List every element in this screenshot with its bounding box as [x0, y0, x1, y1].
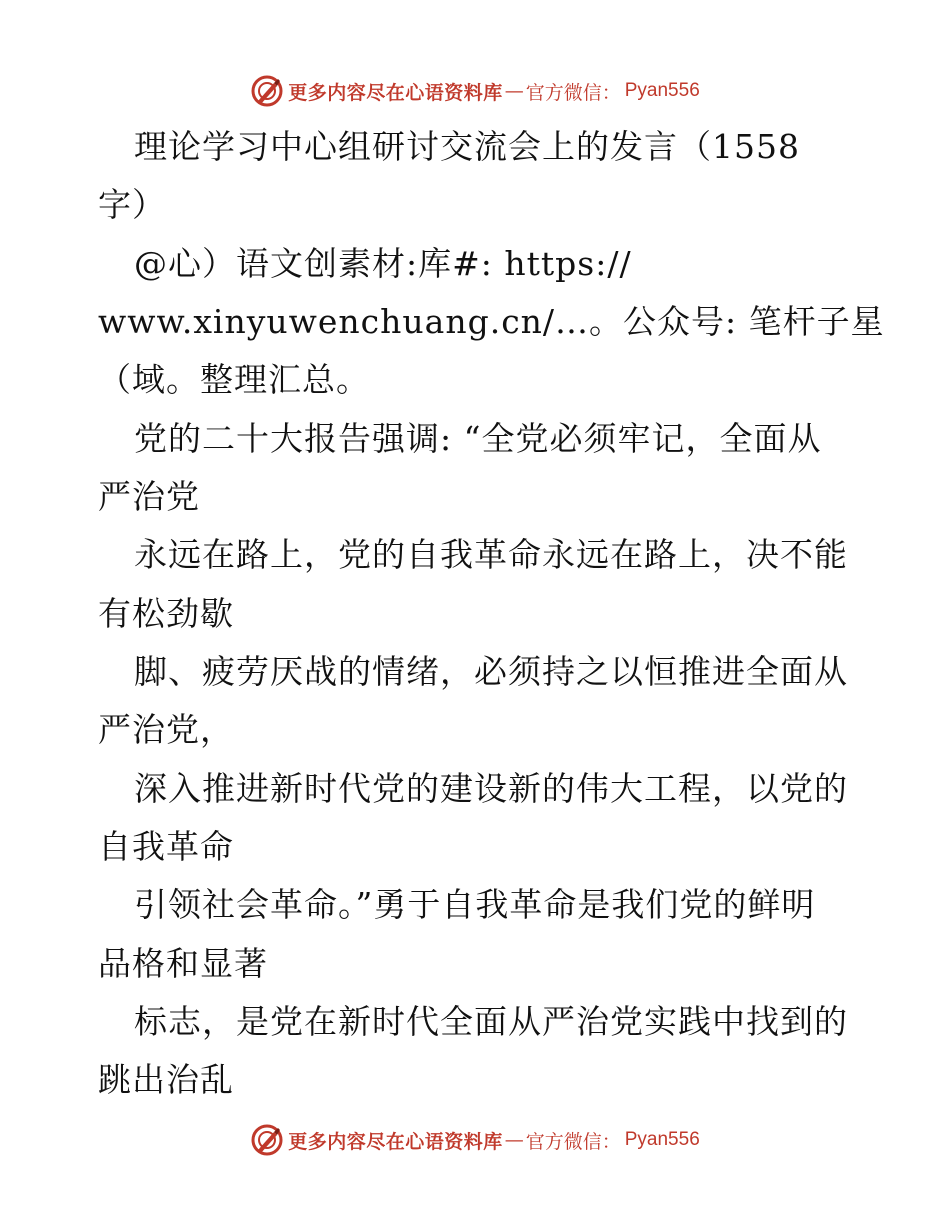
doc-line: 跳出治乱 — [98, 1060, 234, 1099]
doc-line: （域。整理汇总。 — [98, 360, 370, 399]
doc-title-line-2: 字） — [98, 185, 166, 224]
banner-separator: — — [504, 1129, 524, 1151]
doc-line: 严治党 — [98, 477, 200, 516]
banner-text: 更多内容尽在心语资料库 — [288, 1130, 503, 1153]
banner-wechat-label: 官方微信： — [525, 81, 621, 104]
doc-line: 脚、疲劳厌战的情绪，必须持之以恒推进全面从 — [134, 652, 848, 691]
doc-title-line-1: 理论学习中心组研讨交流会上的发言（1558 — [134, 127, 800, 166]
doc-line: 严治党， — [98, 710, 234, 749]
doc-line: 引领社会革命。”勇于自我革命是我们党的鲜明 — [134, 885, 816, 924]
pen-logo-icon — [250, 1123, 284, 1157]
doc-line: 永远在路上，党的自我革命永远在路上，决不能 — [134, 535, 848, 574]
banner-wechat-id: Pyan556 — [624, 1129, 700, 1150]
banner-separator: — — [504, 80, 524, 102]
footer-banner — [0, 1120, 950, 1160]
banner-text: 更多内容尽在心语资料库 — [288, 81, 503, 104]
header-banner — [0, 71, 950, 111]
doc-line: www.xinyuwenchuang.cn/…。公众号: 笔杆子星 — [98, 302, 885, 341]
banner-wechat-id: Pyan556 — [624, 80, 700, 101]
doc-line: 党的二十大报告强调: “全党必须牢记，全面从 — [134, 419, 822, 458]
doc-line: 深入推进新时代党的建设新的伟大工程，以党的 — [134, 769, 848, 808]
doc-line: 标志，是党在新时代全面从严治党实践中找到的 — [134, 1002, 848, 1041]
doc-line: 有松劲歇 — [98, 594, 234, 633]
pen-logo-icon — [250, 74, 284, 108]
doc-line: 自我革命 — [98, 827, 234, 866]
banner-wechat-label: 官方微信： — [525, 1130, 621, 1153]
doc-line: 品格和显著 — [98, 944, 268, 983]
doc-line: @心）语文创素材:库#: https:// — [134, 244, 632, 283]
